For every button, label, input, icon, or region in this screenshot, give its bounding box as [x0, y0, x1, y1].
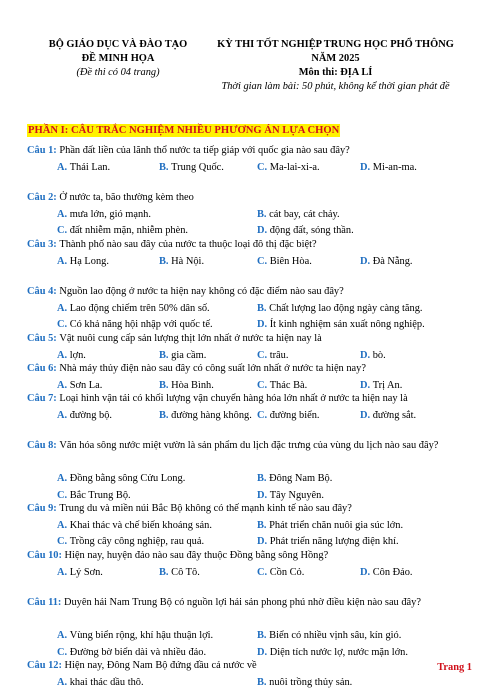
subject-name: Môn thi: ĐỊA LÍ — [198, 66, 473, 80]
option-text: Khai thác và chế biến khoáng sản. — [70, 520, 212, 531]
question-text: Văn hóa sông nước miệt vườn là sản phẩm du lịch đặc trưng của vùng du lịch nào sau đây? — [59, 440, 438, 451]
option-text: đường hàng không. — [171, 410, 252, 421]
question-number: Câu 9: — [27, 503, 59, 514]
option-letter: A. — [57, 209, 70, 220]
question-stem — [27, 143, 472, 160]
option-letter: B. — [159, 162, 171, 173]
option-letter: D. — [360, 162, 373, 173]
option-letter: C. — [57, 647, 70, 658]
option-letter: A. — [57, 677, 70, 688]
option-text: Ma-lai-xi-a. — [270, 162, 320, 173]
option-text: khai thác dầu thô. — [70, 677, 144, 688]
option-text: Biên Hòa. — [270, 256, 312, 267]
answer-option[interactable] — [360, 254, 413, 271]
answer-option[interactable] — [257, 628, 401, 645]
answer-option[interactable] — [57, 160, 110, 177]
option-letter: C. — [57, 490, 70, 501]
question-stem — [27, 658, 472, 675]
question-text: Phần đất liền của lãnh thổ nước ta tiếp giáp với quốc gia nào sau đây? — [59, 145, 349, 156]
option-text: Chất lượng lao động ngày càng tăng. — [269, 303, 422, 314]
option-letter: C. — [257, 410, 270, 421]
option-letter: D. — [257, 319, 270, 330]
option-text: Trị An. — [373, 380, 403, 391]
question-number: Câu 2: — [27, 192, 59, 203]
option-letter: D. — [360, 410, 373, 421]
option-letter: D. — [257, 490, 270, 501]
option-text: Đà Nẵng. — [373, 256, 413, 267]
answer-option[interactable] — [257, 518, 403, 535]
option-text: Vùng biển rộng, khí hậu thuận lợi. — [70, 630, 213, 641]
option-text: đường biển. — [270, 410, 320, 421]
option-letter: B. — [159, 256, 171, 267]
question-stem — [27, 595, 472, 612]
question-number: Câu 6: — [27, 363, 59, 374]
question-stem — [27, 190, 472, 207]
header-left — [38, 38, 198, 80]
option-text: Trồng cây công nghiệp, rau quả. — [70, 536, 204, 547]
option-letter: B. — [159, 567, 171, 578]
option-letter: B. — [257, 209, 269, 220]
option-text: Hạ Long. — [70, 256, 109, 267]
option-letter: D. — [360, 380, 373, 391]
answer-option[interactable] — [159, 160, 224, 177]
question-text: Trung du và miền núi Bắc Bộ không có thế mạnh kinh tế nào sau đây? — [59, 503, 352, 514]
question-number: Câu 11: — [27, 597, 64, 608]
question-stem — [27, 331, 472, 348]
option-letter: C. — [257, 162, 270, 173]
answer-option[interactable] — [159, 565, 200, 582]
question-stem — [27, 284, 472, 301]
option-letter: A. — [57, 410, 70, 421]
option-letter: B. — [257, 473, 269, 484]
question-stem — [27, 391, 472, 408]
option-text: Có khả năng hội nhập với quốc tế. — [70, 319, 213, 330]
option-text: đường bộ. — [70, 410, 112, 421]
answer-option[interactable] — [57, 408, 112, 425]
option-text: lợn. — [70, 350, 86, 361]
question-number: Câu 5: — [27, 333, 59, 344]
option-letter: C. — [257, 350, 270, 361]
question-stem — [27, 237, 472, 254]
question-text: Nguồn lao động ở nước ta hiện nay không có đặc điểm nào sau đây? — [59, 286, 343, 297]
option-letter: A. — [57, 473, 70, 484]
question-number: Câu 12: — [27, 660, 65, 671]
question-number: Câu 8: — [27, 440, 59, 451]
answer-option[interactable] — [360, 160, 417, 177]
option-text: cát bay, cát chảy. — [269, 209, 339, 220]
option-letter: D. — [360, 567, 373, 578]
option-letter: C. — [57, 225, 70, 236]
question-text: Ở nước ta, bão thường kèm theo — [59, 192, 194, 203]
option-letter: D. — [360, 256, 373, 267]
option-text: Lý Sơn. — [70, 567, 103, 578]
option-text: Cồn Cỏ. — [270, 567, 305, 578]
answer-option[interactable] — [57, 628, 213, 645]
exam-year: NĂM 2025 — [198, 52, 473, 66]
section-title: PHẦN I: CÂU TRẮC NGHIỆM NHIỀU PHƯƠNG ÁN LỰA CHỌN — [27, 124, 340, 137]
option-text: đường sắt. — [373, 410, 416, 421]
question-text: Hiện nay, huyện đảo nào sau đây thuộc Đồng bằng sông Hồng? — [65, 550, 329, 561]
answer-option[interactable] — [257, 254, 312, 271]
option-letter: C. — [257, 380, 270, 391]
option-text: mưa lớn, gió mạnh. — [70, 209, 151, 220]
option-text: Ít kinh nghiệm sản xuất nông nghiệp. — [270, 319, 425, 330]
question-text: Hiện nay, Đông Nam Bộ đứng đầu cả nước về — [65, 660, 257, 671]
answer-option[interactable] — [257, 207, 340, 224]
option-text: Thác Bà. — [270, 380, 308, 391]
answer-option[interactable] — [159, 254, 204, 271]
answer-option[interactable] — [57, 471, 185, 488]
answer-option[interactable] — [257, 675, 352, 691]
answer-option[interactable] — [360, 408, 416, 425]
option-text: Bắc Trung Bộ. — [70, 490, 131, 501]
option-text: Đồng bằng sông Cửu Long. — [70, 473, 186, 484]
answer-option[interactable] — [159, 408, 252, 425]
answer-option[interactable] — [257, 160, 320, 177]
option-text: Phát triển chăn nuôi gia súc lớn. — [269, 520, 403, 531]
option-text: Biển có nhiều vịnh sâu, kín gió. — [269, 630, 401, 641]
option-text: Mi-an-ma. — [373, 162, 417, 173]
option-letter: A. — [57, 380, 70, 391]
option-text: Tây Nguyên. — [270, 490, 324, 501]
option-text: Trung Quốc. — [171, 162, 224, 173]
option-letter: A. — [57, 630, 70, 641]
exam-type: ĐỀ MINH HỌA — [38, 52, 198, 66]
question-number: Câu 1: — [27, 145, 59, 156]
option-letter: B. — [257, 520, 269, 531]
option-letter: B. — [159, 380, 171, 391]
question-text: Loại hình vận tải có khối lượng vận chuyển hàng hóa lớn nhất ở nước ta hiện nay là — [59, 393, 407, 404]
option-letter: C. — [257, 567, 270, 578]
answer-option[interactable] — [57, 565, 103, 582]
question-text: Vật nuôi cung cấp sản lượng thịt lớn nhất ở nước ta hiện nay là — [59, 333, 321, 344]
answer-option[interactable] — [57, 207, 151, 224]
answer-option[interactable] — [57, 301, 210, 318]
header-right — [198, 38, 473, 94]
answer-option[interactable] — [257, 301, 423, 318]
question-number: Câu 3: — [27, 239, 59, 250]
page-number: Trang 1 — [437, 662, 472, 673]
time-limit: Thời gian làm bài: 50 phút, không kể thời gian phát đề — [198, 80, 473, 94]
question-stem — [27, 501, 472, 518]
option-letter: A. — [57, 162, 70, 173]
question-stem — [27, 548, 472, 565]
option-text: gia cầm. — [171, 350, 206, 361]
option-letter: A. — [57, 303, 70, 314]
option-text: Thái Lan. — [70, 162, 110, 173]
option-text: Đường bờ biển dài và nhiều đảo. — [70, 647, 206, 658]
question-stem — [27, 361, 472, 378]
option-letter: D. — [257, 225, 270, 236]
option-text: Phát triển năng lượng điện khí. — [270, 536, 399, 547]
option-letter: B. — [159, 350, 171, 361]
answer-option[interactable] — [257, 565, 304, 582]
option-text: Côn Đảo. — [373, 567, 413, 578]
option-letter: C. — [57, 536, 70, 547]
option-letter: A. — [57, 256, 70, 267]
option-text: đất nhiễm mặn, nhiễm phèn. — [70, 225, 188, 236]
question-number: Câu 7: — [27, 393, 59, 404]
option-letter: B. — [159, 410, 171, 421]
question-text: Duyên hải Nam Trung Bộ có nguồn lợi hải sản phong phú nhờ điều kiện nào sau đây? — [64, 597, 421, 608]
option-text: Cô Tô. — [171, 567, 200, 578]
answer-option[interactable] — [257, 471, 332, 488]
option-letter: B. — [257, 303, 269, 314]
option-letter: D. — [257, 647, 270, 658]
ministry-name: BỘ GIÁO DỤC VÀ ĐÀO TẠO — [38, 38, 198, 52]
option-letter: A. — [57, 520, 70, 531]
option-letter: D. — [257, 536, 270, 547]
option-text: Đông Nam Bộ. — [269, 473, 332, 484]
option-letter: B. — [257, 630, 269, 641]
option-letter: B. — [257, 677, 269, 688]
option-letter: A. — [57, 567, 70, 578]
option-text: Hà Nội. — [171, 256, 204, 267]
option-letter: D. — [360, 350, 373, 361]
question-number: Câu 4: — [27, 286, 59, 297]
option-letter: C. — [257, 256, 270, 267]
option-text: Lao động chiếm trên 50% dân số. — [70, 303, 210, 314]
option-letter: A. — [57, 350, 70, 361]
exam-title: KỲ THI TỐT NGHIỆP TRUNG HỌC PHỔ THÔNG — [198, 38, 473, 52]
question-text: Thành phố nào sau đây của nước ta thuộc loại đô thị đặc biệt? — [59, 239, 316, 250]
answer-option[interactable] — [57, 518, 212, 535]
question-text: Nhà máy thủy điện nào sau đây có công suất lớn nhất ở nước ta hiện nay? — [59, 363, 366, 374]
option-text: động đất, sóng thần. — [270, 225, 354, 236]
question-number: Câu 10: — [27, 550, 65, 561]
question-stem — [27, 438, 472, 455]
option-text: Sơn La. — [70, 380, 103, 391]
option-text: Diện tích nước lợ, nước mặn lớn. — [270, 647, 408, 658]
answer-option[interactable] — [57, 675, 144, 691]
answer-option[interactable] — [360, 565, 413, 582]
option-letter: C. — [57, 319, 70, 330]
option-text: nuôi trồng thủy sản. — [269, 677, 352, 688]
option-text: trâu. — [270, 350, 289, 361]
page-count-note: (Đề thi có 04 trang) — [38, 66, 198, 80]
option-text: bò. — [373, 350, 386, 361]
option-text: Hòa Bình. — [171, 380, 214, 391]
answer-option[interactable] — [57, 254, 109, 271]
answer-option[interactable] — [257, 408, 320, 425]
